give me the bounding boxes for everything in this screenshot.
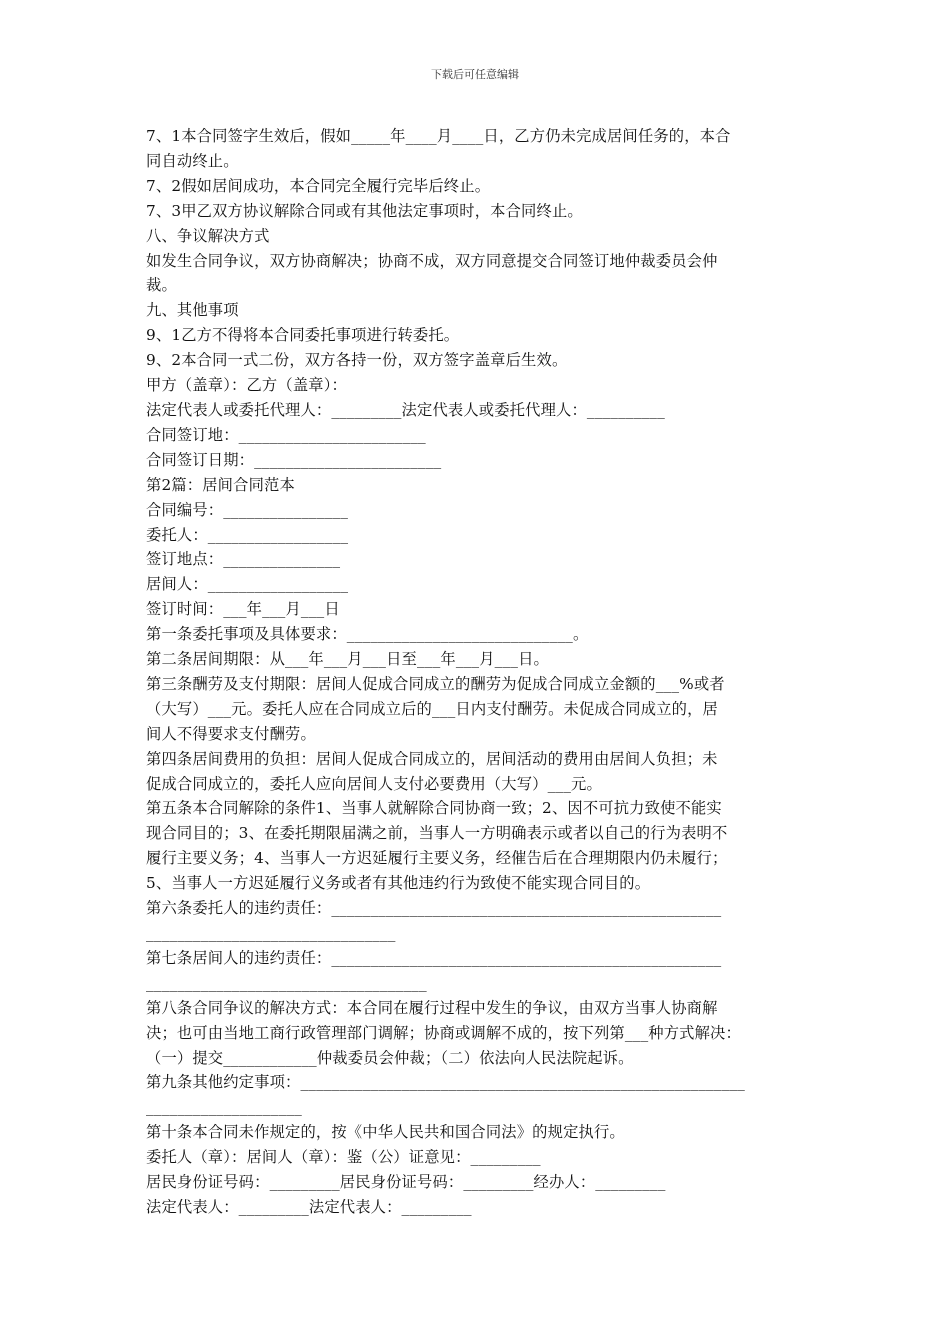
text-line: 第六条委托人的违约责任：__________________________________________________ xyxy=(146,899,722,918)
text-line: 如发生合同争议，双方协商解决；协商不成，双方同意提交合同签订地仲裁委员会仲 xyxy=(146,251,718,270)
text-line: 第四条居间费用的负担：居间人促成合同成立的，居间活动的费用由居间人负担；未 xyxy=(146,749,718,768)
text-line: 甲方（盖章）：乙方（盖章）： xyxy=(146,376,347,395)
text-line: 第一条委托事项及具体要求：_____________________________。 xyxy=(146,625,589,644)
text-line: 履行主要义务；4、当事人一方迟延履行主要义务，经催告后在合理期限内仍未履行； xyxy=(146,849,728,868)
text-line: 裁。 xyxy=(146,276,177,295)
text-line: 第二条居间期限：从___年___月___日至___年___月___日。 xyxy=(146,650,549,669)
text-line: 第七条居间人的违约责任：__________________________________________________ xyxy=(146,948,722,967)
text-line: 第八条合同争议的解决方式：本合同在履行过程中发生的争议，由双方当事人协商解 xyxy=(146,998,718,1017)
text-line: 八、争议解决方式 xyxy=(146,226,270,245)
text-line: 委托人（章）：居间人（章）：鉴（公）证意见：_________ xyxy=(146,1148,541,1167)
text-line: 委托人：__________________ xyxy=(146,525,349,544)
text-line: 促成合同成立的，委托人应向居间人支付必要费用（大写）___元。 xyxy=(146,774,602,793)
document-body xyxy=(146,124,806,1220)
text-line: 5、当事人一方迟延履行义务或者有其他违约行为致使不能实现合同目的。 xyxy=(146,874,651,893)
text-line: 法定代表人或委托代理人：_________法定代表人或委托代理人：__________ xyxy=(146,400,665,419)
text-line: 现合同目的；3、在委托期限届满之前，当事人一方明确表示或者以自己的行为表明不 xyxy=(146,824,728,843)
text-line: 7、3甲乙双方协议解除合同或有其他法定事项时，本合同终止。 xyxy=(146,201,583,220)
text-line: 9、1乙方不得将本合同委托事项进行转委托。 xyxy=(146,326,460,345)
text-line: ____________________ xyxy=(146,1098,302,1117)
text-line: 第五条本合同解除的条件1、当事人就解除合同协商一致；2、因不可抗力致使不能实 xyxy=(146,799,722,818)
text-line: 法定代表人：_________法定代表人：_________ xyxy=(146,1197,472,1216)
text-line: 9、2本合同一式二份，双方各持一份，双方签字盖章后生效。 xyxy=(146,351,568,370)
text-line: 决；也可由当地工商行政管理部门调解；协商或调解不成的，按下列第___种方式解决： xyxy=(146,1023,741,1042)
text-line: 第九条其他约定事项：_________________________________________________________ xyxy=(146,1073,745,1092)
text-line: 同自动终止。 xyxy=(146,151,239,170)
text-line: （大写）___元。委托人应在合同成立后的___日内支付酬劳。未促成合同成立的，居 xyxy=(146,699,718,718)
text-line: 合同签订日期：________________________ xyxy=(146,450,442,469)
text-line: 7、1本合同签字生效后，假如_____年____月____日，乙方仍未完成居间任务的，本合 xyxy=(146,127,731,145)
text-line: 间人不得要求支付酬劳。 xyxy=(146,724,316,743)
text-line: 居间人：__________________ xyxy=(146,575,349,594)
text-line: ________________________________ xyxy=(146,924,396,942)
text-line: 居民身份证号码：_________居民身份证号码：_________经办人：_________ xyxy=(146,1173,666,1192)
text-line: 签订时间：___年___月___日 xyxy=(146,600,340,619)
text-line: 第三条酬劳及支付期限：居间人促成合同成立的酬劳为促成合同成立金额的___%或者 xyxy=(146,674,725,693)
text-line: 7、2假如居间成功，本合同完全履行完毕后终止。 xyxy=(146,176,491,195)
page-header: 下载后可任意编辑 xyxy=(431,68,519,81)
text-line: 合同编号：________________ xyxy=(146,500,349,519)
text-line: ____________________________________ xyxy=(146,973,427,992)
text-line: 签订地点：_______________ xyxy=(146,550,341,569)
text-line: 九、其他事项 xyxy=(146,301,239,320)
text-line: 第十条本合同未作规定的，按《中华人民共和国合同法》的规定执行。 xyxy=(146,1123,625,1142)
text-line: 合同签订地：________________________ xyxy=(146,425,426,444)
text-line: 第2篇：居间合同范本 xyxy=(146,475,295,494)
text-line: （一）提交____________仲裁委员会仲裁；（二）依法向人民法院起诉。 xyxy=(146,1048,634,1067)
